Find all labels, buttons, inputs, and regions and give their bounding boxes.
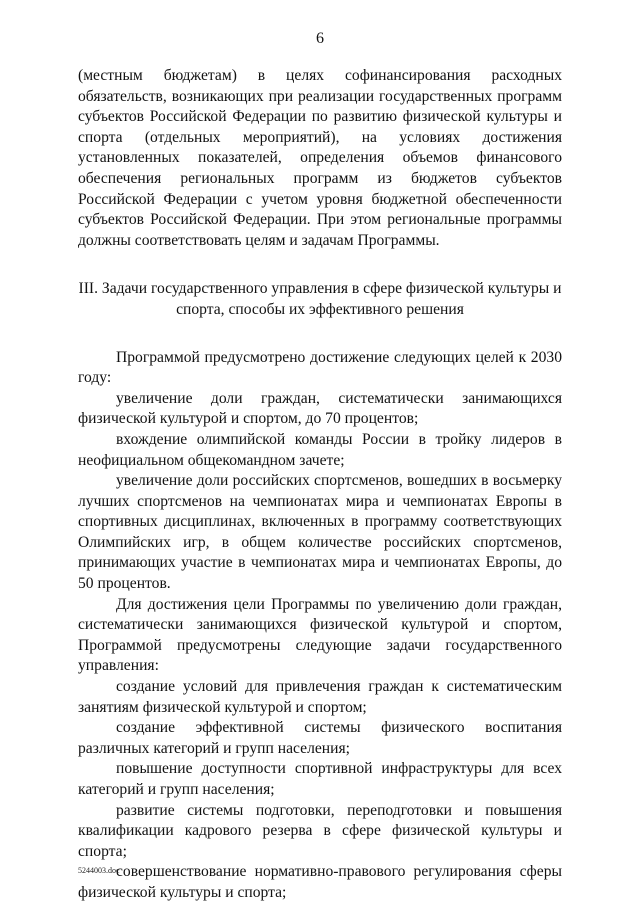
paragraph-task-1: создание условий для привлечения граждан к систематическим занятиям физической культурой и спортом; xyxy=(78,678,562,716)
page-number: 6 xyxy=(316,30,324,47)
paragraph-goal-1: увеличение доли граждан, систематически занимающихся физической культурой и спортом, до 70 процентов; xyxy=(78,389,562,428)
paragraph-goal-2: вхождение олимпийской команды России в тройку лидеров в неофициальном общекомандном зачете; xyxy=(78,430,562,469)
document-body xyxy=(78,66,562,904)
paragraph-task-5: совершенствование нормативно-правового регулирования сферы физической культуры и спорта; xyxy=(78,863,562,901)
section-heading: III. Задачи государственного управления в сфере физической культуры и спорта, способы их эффективного решения xyxy=(78,280,562,318)
paragraph-task-2: создание эффективной системы физического воспитания различных категорий и групп населения; xyxy=(78,719,562,757)
paragraph-goal-3: увеличение доли российских спортсменов, вошедших в восьмерку лучших спортсменов на чемпионатах мира и чемпионатах Европы в спортивных дисциплинах, включенных в программу соответствующих Олимпийских игр, в общем количестве российских спортсменов, принимающих участие в чемпионатах мира и чемпионатах Европы, до 50 процентов. xyxy=(78,472,562,593)
paragraph-goals-intro: Программой предусмотрено достижение следующих целей к 2030 году: xyxy=(78,348,562,387)
footer-file-code: 5244003.doc xyxy=(78,866,120,875)
paragraph-task-4: развитие системы подготовки, переподготовки и повышения квалификации кадрового резерва в сфере физической культуры и спорта; xyxy=(78,801,562,860)
intro-paragraph: (местным бюджетам) в целях софинансирования расходных обязательств, возникающих при реализации государственных программ субъектов Российской Федерации по развитию физической культуры и спорта (отдельных мероприятий), на условиях достижения установленных показателей, определения объемов финансового обеспечения региональных программ из бюджетов субъектов Российской Федерации с учетом уровня бюджетной обеспеченности субъектов Российской Федерации. При этом региональные программы должны соответствовать целям и задачам Программы. xyxy=(78,67,562,249)
paragraph-task-3: повышение доступности спортивной инфраструктуры для всех категорий и групп населения; xyxy=(78,760,562,798)
paragraph-tasks-intro: Для достижения цели Программы по увеличению доли граждан, систематически занимающихся физической культурой и спортом, Программой предусмотрены следующие задачи государственного управления: xyxy=(78,595,562,675)
